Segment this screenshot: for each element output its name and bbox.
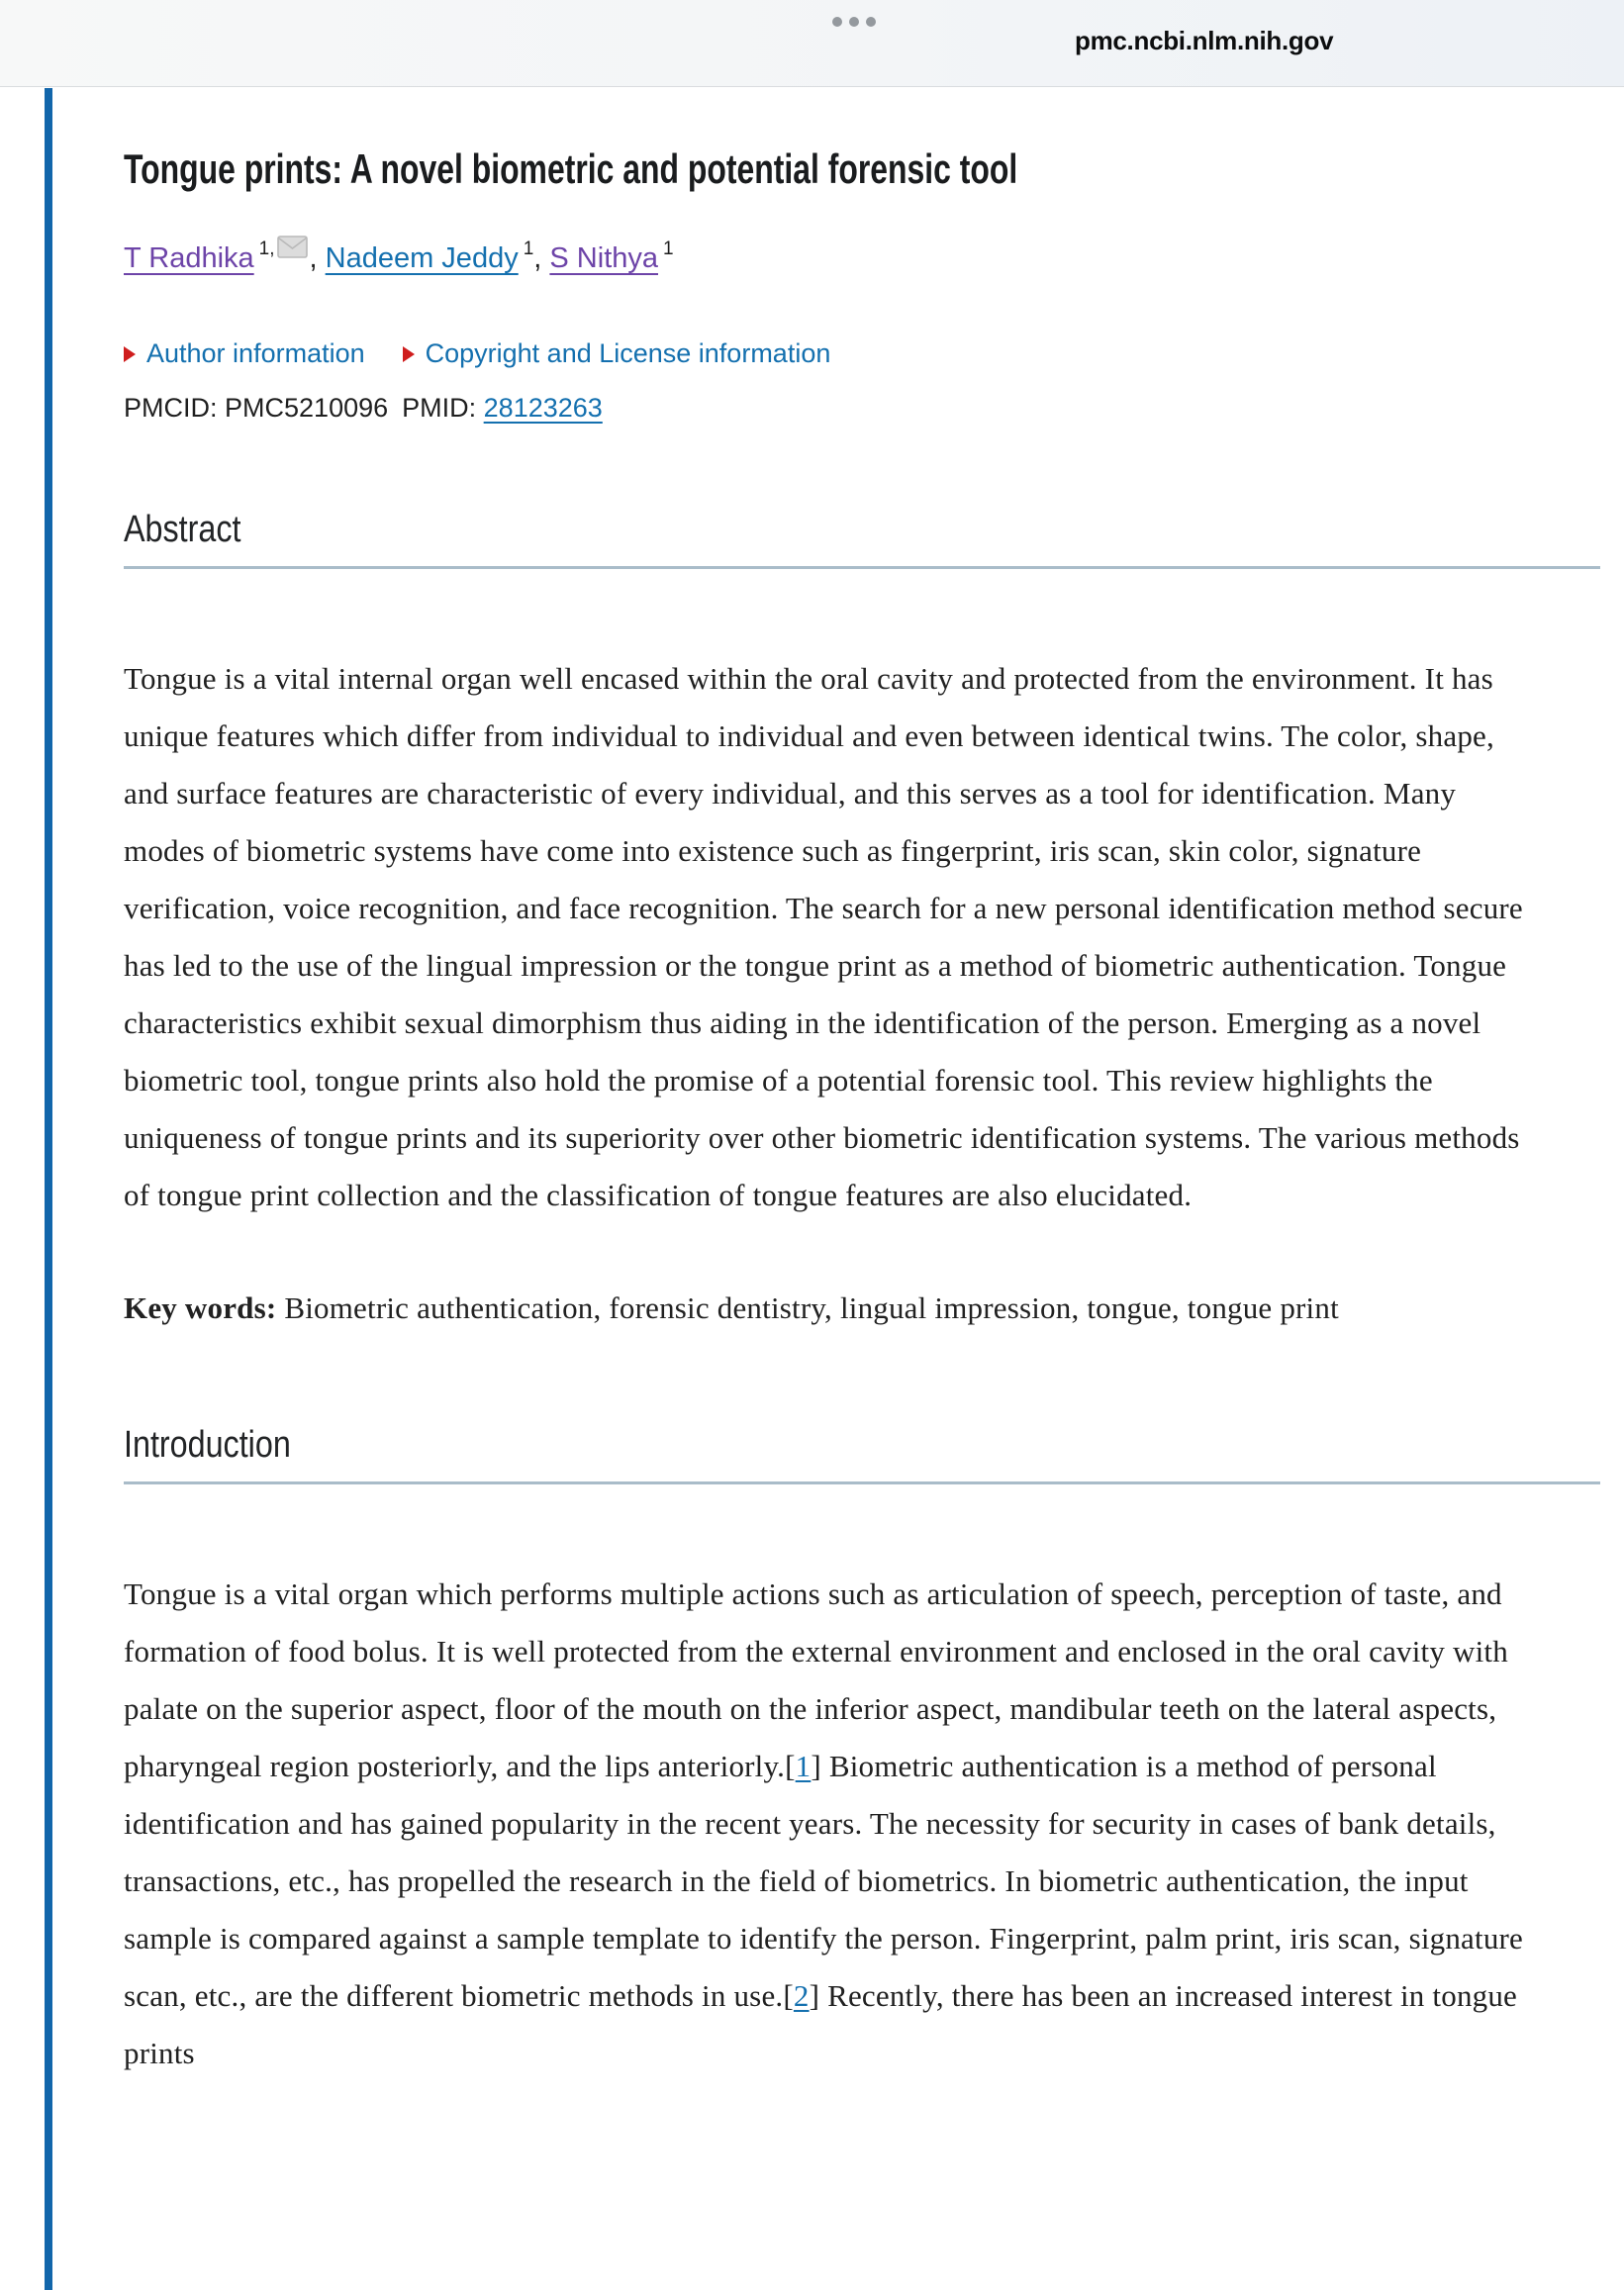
abstract-section-heading <box>124 509 1600 569</box>
abstract-heading-text: Abstract <box>124 509 241 551</box>
author-link-nithya[interactable]: S Nithya <box>549 242 659 275</box>
reference-1-link[interactable]: 1 <box>795 1748 812 1783</box>
email-envelope-icon[interactable] <box>277 236 308 258</box>
author-affiliation-sup: 1 <box>523 239 534 260</box>
dot-icon <box>866 17 876 27</box>
introduction-text: ] Recently, there has been an increased interest in tongue prints <box>124 1977 1518 2070</box>
browser-menu-ellipsis-icon[interactable] <box>832 17 876 27</box>
author-link-radhika[interactable]: T Radhika <box>124 242 254 275</box>
pmid-link[interactable]: 28123263 <box>483 393 603 424</box>
abstract-paragraph: Tongue is a vital internal organ well encased within the oral cavity and protected from the environment. It has unique features which differ from individual to individual and even between identical twins. The color, shape, and surface features are characteristic of every individual, and this serves as a tool for identification. Many modes of biometric systems have come into existence such as fingerprint, iris scan, skin color, signature verification, voice recognition, and face recognition. The search for a new personal identification method secure has led to the use of the lingual impression or the tongue print as a method of biometric authentication. Tongue characteristics exhibit sexual dimorphism thus aiding in the identification of the person. Emerging as a novel biometric tool, tongue prints also hold the promise of a potential forensic tool. This review highlights the uniqueness of tongue prints and its superiority over other biometric identification systems. The various methods of tongue print collection and the classification of tongue features are also elucidated. <box>124 660 1523 1212</box>
dot-icon <box>832 17 842 27</box>
article-info-links <box>124 338 1600 369</box>
copyright-license-link[interactable] <box>403 338 831 369</box>
author-separator: , <box>309 242 326 275</box>
introduction-heading-text: Introduction <box>124 1423 291 1466</box>
copyright-license-label: Copyright and License information <box>425 338 831 369</box>
left-accent-bar <box>45 88 52 2290</box>
keywords-label: Key words: <box>124 1289 285 1325</box>
author-affiliation-sup: 1 <box>663 239 674 260</box>
introduction-section-heading <box>124 1424 1600 1484</box>
author-affiliation-sup: 1, <box>258 239 275 260</box>
pmid-label: PMID: <box>402 393 484 424</box>
page-title <box>124 146 1600 192</box>
author-information-label: Author information <box>146 338 365 369</box>
author-separator: , <box>533 242 550 275</box>
disclosure-triangle-icon <box>403 346 415 362</box>
page-title-text: Tongue prints: A novel biometric and potential forensic tool <box>124 145 1018 192</box>
browser-chrome <box>0 0 1624 87</box>
introduction-paragraph <box>124 1566 1539 2082</box>
keywords-paragraph <box>124 1280 1539 1337</box>
author-list <box>124 236 1600 275</box>
author-link-jeddy[interactable]: Nadeem Jeddy <box>325 242 519 275</box>
article-content <box>124 87 1600 2082</box>
introduction-text: ] Biometric authentication is a method of personal identification and has gained popularity in the recent years. The necessity for security in cases of bank details, transactions, etc., has propelled the research in the field of biometrics. In biometric authentication, the input sample is compared against a sample template to identify the person. Fingerprint, palm print, iris scan, signature scan, etc., are the different biometric methods in use.[ <box>124 1748 1524 2013</box>
disclosure-triangle-icon <box>124 346 136 362</box>
author-information-link[interactable] <box>124 338 365 369</box>
pmcid-value: PMC5210096 <box>225 393 389 424</box>
address-bar-url[interactable]: pmc.ncbi.nlm.nih.gov <box>1075 26 1334 55</box>
introduction-text: Tongue is a vital organ which performs multiple actions such as articulation of speech, perception of taste, and formation of food bolus. It is well protected from the external environment and enclosed in the oral cavity with palate on the superior aspect, floor of the mouth on the inferior aspect, mandibular teeth on the lateral aspects, pharyngeal region posteriorly, and the lips anteriorly.[ <box>124 1575 1508 1783</box>
pmcid-label: PMCID: <box>124 393 226 424</box>
reference-2-link[interactable]: 2 <box>793 1977 810 2013</box>
keywords-text: Biometric authentication, forensic dentistry, lingual impression, tongue, tongue print <box>284 1289 1339 1325</box>
dot-icon <box>849 17 859 27</box>
article-ids <box>124 393 1600 424</box>
